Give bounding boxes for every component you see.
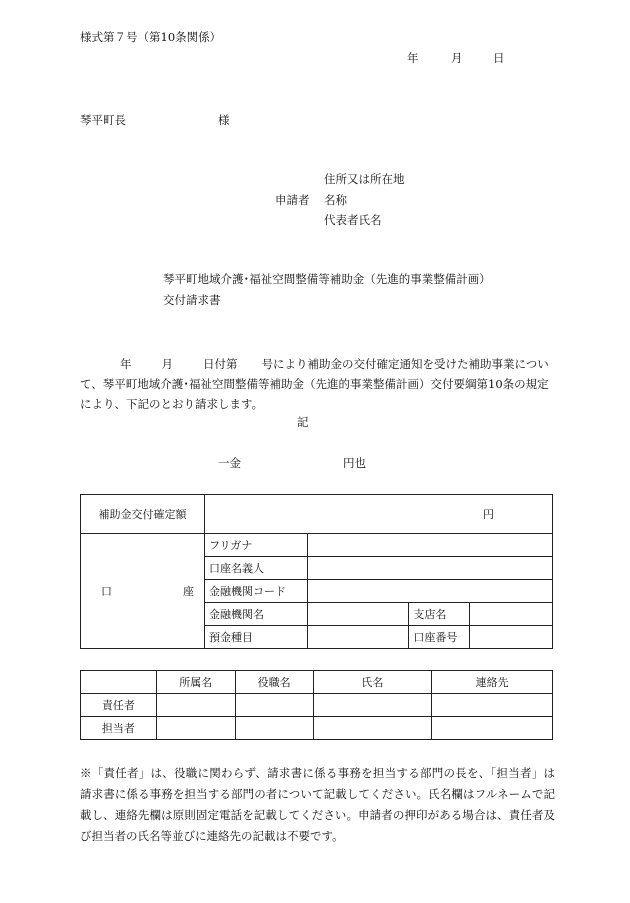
document-title-line2: 交付請求書 bbox=[163, 293, 221, 307]
furigana-value bbox=[307, 534, 552, 557]
applicant-name-label: 名称 bbox=[324, 193, 347, 207]
ki-heading: 記 bbox=[297, 415, 309, 429]
contact-header-contact: 連絡先 bbox=[432, 671, 553, 694]
confirmed-amount-label: 補助金交付確定額 bbox=[81, 495, 205, 534]
account-label-cell bbox=[81, 534, 205, 649]
date-day-label: 日 bbox=[493, 51, 505, 65]
account-number-value bbox=[470, 626, 553, 649]
addressee-honorific: 様 bbox=[218, 113, 230, 127]
contact-header-blank bbox=[81, 671, 157, 694]
contact-header-department: 所属名 bbox=[156, 671, 235, 694]
applicant-label: 申請者 bbox=[275, 193, 310, 207]
request-paragraph: 年 月 日付第 号により補助金の交付確定通知を受けた補助事業について、琴平町地域介護･福祉空間整備等補助金（先進的事業整備計画）交付要綱第10条の規定により、下記のとおり請求します。 bbox=[80, 357, 549, 411]
form-number: 様式第７号（第10条関係） bbox=[80, 30, 222, 44]
account-holder-label: 口座名義人 bbox=[204, 557, 307, 580]
branch-name-value bbox=[470, 603, 553, 626]
document-title-line1: 琴平町地域介護･福祉空間整備等補助金（先進的事業整備計画） bbox=[163, 272, 491, 286]
confirmed-amount-yen: 円 bbox=[204, 495, 552, 534]
bank-name-value bbox=[307, 603, 409, 626]
contact-table bbox=[80, 670, 553, 740]
account-holder-value bbox=[307, 557, 552, 580]
furigana-label: フリガナ bbox=[204, 534, 307, 557]
bank-code-label: 金融機関コード bbox=[204, 580, 307, 603]
amount-suffix: 円也 bbox=[343, 456, 366, 470]
date-year-label: 年 bbox=[407, 51, 419, 65]
account-number-label: 口座番号 bbox=[409, 626, 470, 649]
addressee-name: 琴平町長 bbox=[80, 113, 126, 127]
contact-header-name: 氏名 bbox=[313, 671, 432, 694]
contact-row-responsible: 責任者 bbox=[81, 694, 157, 717]
account-label-left: 口 bbox=[101, 584, 112, 598]
deposit-type-value bbox=[307, 626, 409, 649]
applicant-address-label: 住所又は所在地 bbox=[324, 172, 405, 186]
grant-table bbox=[80, 494, 553, 649]
date-month-label: 月 bbox=[451, 51, 463, 65]
bank-code-value bbox=[307, 580, 552, 603]
amount-prefix: 一金 bbox=[218, 456, 241, 470]
bank-name-label: 金融機関名 bbox=[204, 603, 307, 626]
account-label-right: 座 bbox=[183, 584, 194, 598]
deposit-type-label: 預金種目 bbox=[204, 626, 307, 649]
applicant-representative-label: 代表者氏名 bbox=[324, 213, 382, 227]
contact-row-staff: 担当者 bbox=[81, 717, 157, 740]
contact-header-position: 役職名 bbox=[235, 671, 313, 694]
branch-name-label: 支店名 bbox=[409, 603, 470, 626]
footnote: ※「責任者」は、役職に関わらず、請求書に係る事務を担当する部門の長を、「担当者」は請求書に係る事務を担当する部門の者について記載してください。氏名欄はフルネームで記載し、連絡先欄は原則固定電話を記載してください。申請者の押印がある場合は、責任者及び担当者の氏名等並びに連絡先の記載は不要です。 bbox=[80, 766, 555, 843]
